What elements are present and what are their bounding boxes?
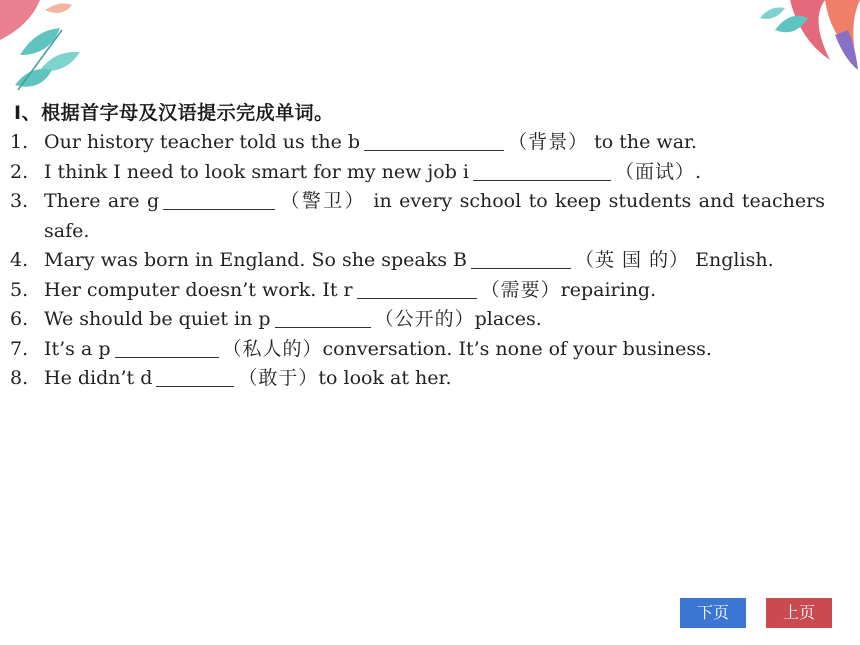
question-number: 4. (10, 249, 29, 271)
question-number: 3. (10, 190, 29, 212)
question-number: 1. (10, 131, 29, 153)
answer-blank[interactable] (115, 339, 219, 358)
leaf-decoration-left (0, 0, 110, 95)
question-item (10, 305, 825, 335)
chinese-hint: （需要） (480, 278, 561, 301)
chinese-hint: （敢于） (238, 367, 319, 389)
question-item (10, 187, 825, 246)
question-number: 8. (10, 367, 29, 389)
question-text: There are g （警卫） in every school to keep students and teachers safe. (44, 190, 825, 242)
chinese-hint: （面试） (615, 160, 696, 183)
answer-blank[interactable] (163, 191, 275, 210)
section-title: Ⅰ、根据首字母及汉语提示完成单词。 (14, 102, 334, 124)
answer-blank[interactable] (275, 309, 371, 328)
question-text: We should be quiet in p （公开的）places. (44, 308, 542, 330)
question-item (10, 276, 825, 306)
question-text: Her computer doesn’t work. It r （需要）repairing. (44, 278, 657, 301)
chinese-hint: （公开的） (374, 308, 475, 330)
question-item (10, 128, 825, 158)
question-list (10, 128, 825, 394)
question-number: 5. (10, 278, 29, 301)
question-text: Mary was born in England. So she speaks B （英 国 的） English. (44, 249, 774, 271)
answer-blank[interactable] (357, 280, 477, 299)
answer-blank[interactable] (473, 162, 611, 181)
answer-blank[interactable] (471, 250, 571, 269)
question-item (10, 364, 825, 394)
question-number: 2. (10, 160, 29, 183)
question-item (10, 335, 825, 365)
question-item (10, 158, 825, 188)
question-text: It’s a p （私人的）conversation. It’s none of your business. (44, 337, 712, 360)
question-text: He didn’t d （敢于）to look at her. (44, 367, 452, 389)
question-item (10, 246, 825, 276)
chinese-hint: （警卫） (279, 190, 366, 212)
chinese-hint: （背景） (508, 131, 589, 153)
answer-blank[interactable] (156, 368, 234, 387)
question-number: 7. (10, 337, 29, 360)
question-text: I think I need to look smart for my new job i （面试）. (44, 160, 702, 183)
leaf-decoration-right (730, 0, 860, 75)
answer-blank[interactable] (364, 132, 504, 151)
chinese-hint: （私人的） (222, 337, 323, 360)
question-text: Our history teacher told us the b （背景） to the war. (44, 131, 698, 153)
previous-page-button[interactable]: 上页 (766, 598, 832, 628)
question-number: 6. (10, 308, 29, 330)
next-page-button[interactable]: 下页 (680, 598, 746, 628)
chinese-hint: （英 国 的） (575, 249, 690, 271)
